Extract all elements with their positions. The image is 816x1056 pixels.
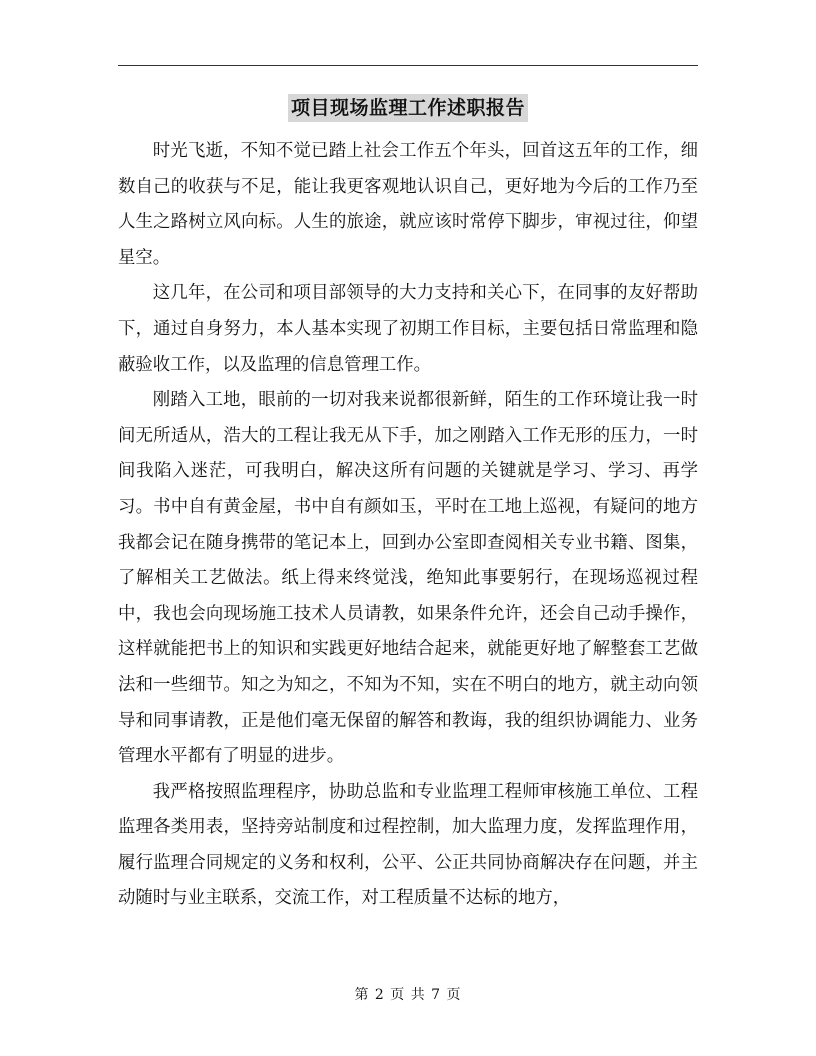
header-rule: [118, 65, 698, 66]
paragraph-2: 这几年，在公司和项目部领导的大力支持和关心下，在同事的友好帮助下，通过自身努力，本人基本实现了初期工作目标，主要包括日常监理和隐蔽验收工作，以及监理的信息管理工作。: [118, 283, 698, 375]
title-block: [0, 94, 816, 122]
paragraph-4: 我严格按照监理程序，协助总监和专业监理工程师审核施工单位、工程监理各类用表，坚持旁站制度和过程控制，加大监理力度，发挥监理作用，履行监理合同规定的义务和权利，公平、公正共同协商解决存在问题，并主动随时与业主联系，交流工作，对工程质量不达标的地方，: [118, 781, 698, 909]
document-body: [118, 134, 698, 917]
page-number-footer: 第 2 页 共 7 页: [354, 987, 462, 1003]
paragraph-1: 时光飞逝，不知不觉已踏上社会工作五个年头，回首这五年的工作，细数自己的收获与不足，能让我更客观地认识自己，更好地为今后的工作乃至人生之路树立风向标。人生的旅途，就应该时常停下脚步，审视过往，仰望星空。: [118, 141, 698, 268]
paragraph-3: 刚踏入工地，眼前的一切对我来说都很新鲜，陌生的工作环境让我一时间无所适从，浩大的工程让我无从下手，加之刚踏入工作无形的压力，一时间我陷入迷茫，可我明白，解决这所有问题的关键就是学习、学习、再学习。书中自有黄金屋，书中自有颜如玉，平时在工地上巡视，有疑问的地方我都会记在随身携带的笔记本上，回到办公室即查阅相关专业书籍、图集，了解相关工艺做法。纸上得来终觉浅，绝知此事要躬行，在现场巡视过程中，我也会向现场施工技术人员请教，如果条件允许，还会自己动手操作，这样就能把书上的知识和实践更好地结合起来，就能更好地了解整套工艺做法和一些细节。知之为知之，不知为不知，实在不明白的地方，就主动向领导和同事请教，正是他们毫无保留的解答和教诲，我的组织协调能力、业务管理水平都有了明显的进步。: [118, 390, 698, 767]
document-title: 项目现场监理工作述职报告: [288, 94, 528, 122]
